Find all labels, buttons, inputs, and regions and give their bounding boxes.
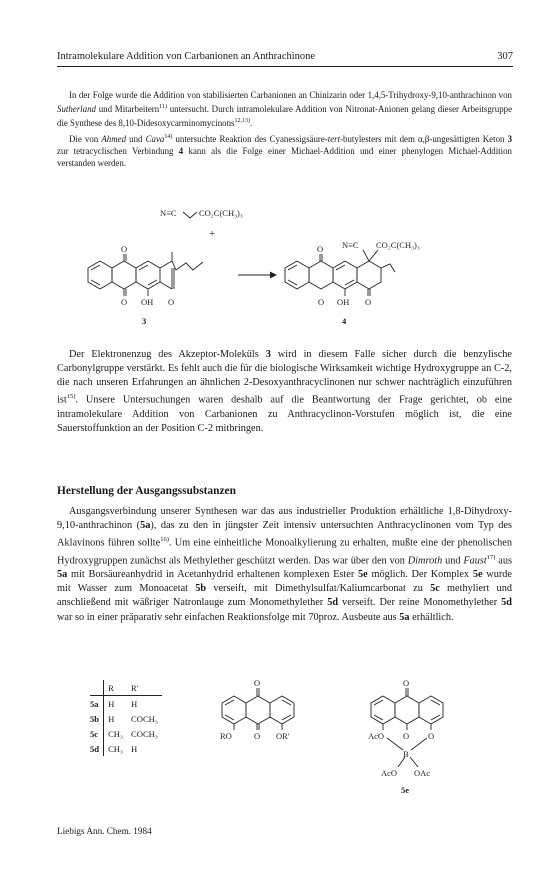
journal-footer: Liebigs Ann. Chem. 1984: [57, 826, 152, 836]
compound4-oh: OH: [337, 297, 350, 307]
compound-4-label: 4: [342, 316, 347, 326]
struct5-o-top: O: [254, 678, 261, 688]
structure-5-general: [222, 688, 294, 730]
section-heading: Herstellung der Ausgangssubstanzen: [57, 485, 236, 497]
struct5-o-mid: O: [254, 731, 261, 741]
running-title: Intramolekulare Addition von Carbanionen an Anthrachinone: [57, 51, 316, 62]
table-row: 5b H COCH₃: [90, 711, 162, 726]
compound-3-label: 3: [142, 316, 147, 326]
struct5e-oac: OAc: [414, 768, 431, 778]
compound4-nitrile: N≡C: [342, 240, 359, 250]
compound3-o-top: O: [121, 244, 128, 254]
reaction-scheme: [0, 200, 557, 330]
compound4-ester: CO₂C(CH₃)₃: [376, 240, 420, 250]
compound-4-structure: [285, 250, 395, 296]
table-row: 5c CH₃ COCH₃: [90, 726, 162, 741]
running-header: [57, 50, 513, 67]
struct5e-aco-left: AcO: [368, 731, 385, 741]
table-row: 5a H H: [90, 696, 162, 712]
intro-paragraphs: [57, 89, 512, 169]
discussion-paragraph: Der Elektronenzug des Akzeptor-Moleküls 3 wird in diesem Falle sicher durch die benzylische Carbonylgruppe verstärkt. Es fehlt auch die für die biologische Wirksamkeit wichtige Hydroxygruppe an C-2, die nach unseren Erfahrungen an ähnlichen 2-Desoxyanthracyclinonen nur schwer nachträglich einzuführen ist$^{15)}$. Unsere Untersuchungen waren deshalb auf die Beantwortung der Frage gerichtet, ob eine intramolekulare Addition von Carbanionen zu Anthracyclinon-Vorstufen möglich ist, die eine Sauerstoffunktion an der Position C-2 mitbringen.: [57, 349, 512, 434]
compound4-o-top: O: [317, 244, 324, 254]
table-row: 5d CH₃ H: [90, 741, 162, 756]
struct5e-o-1: O: [403, 731, 410, 741]
compound3-o-keto: O: [168, 297, 175, 307]
compound4-o-bottom: O: [318, 297, 325, 307]
page-number: 307: [497, 51, 513, 62]
struct5e-o-top: O: [403, 678, 410, 688]
reagent-ester-label: CO₂C(CH₃)₃: [199, 208, 243, 218]
struct5e-aco-bottom: AcO: [381, 768, 398, 778]
synthesis-paragraph: Ausgangsverbindung unserer Synthesen war das aus industrieller Produktion erhältliche 1,8-Dihydroxy-9,10-anthrachinon (5a), das zu den in jüngster Zeit intensiv untersuchten Anthracyclinonen vom Typ des Aklavinons führen sollte$^{16)}$. Um eine einheitliche Monoalkylierung zu erhalten, mußte eine der phenolischen Hydroxygruppen zunächst als Methylether geschützt werden. Das war über den von Dimroth und Faust$^{17)}$ aus 5a mit Borsäureanhydrid in Acetanhydrid erhaltenen komplexen Ester 5e möglich. Der Komplex 5e wurde mit Wasser zum Monoacetat 5b verseift, mit Dimethylsulfat/Kaliumcarbonat zu 5c methyliert und anschließend mit wäßriger Natronlauge zum Monomethylether 5d verseift. Der reine Monomethylether 5d war so in einer präparativ sehr einfachen Reaktionsfolge mit 70proz. Ausbeute aus 5a erhältlich.: [57, 506, 513, 623]
compound3-o-bottom: O: [121, 297, 128, 307]
struct5-or: OR′: [276, 731, 290, 741]
structures-5: [0, 675, 557, 815]
paragraph-ahmed-cava: Die von Ahmed und Cava$^{14)}$ untersuchte Reaktion des Cyanessigsäure-tert-butylesters mit dem α,β-ungesättigten Keton 3 zur tetracyclischen Verbindung 4 kann als die Folge einer Michael-Addition und einer phenylogen Michael-Addition verstanden werden.: [57, 133, 513, 168]
compound4-o-keto: O: [365, 297, 372, 307]
struct5e-boron: B: [403, 749, 409, 759]
paragraph-sutherland: In der Folge wurde die Addition von stabilisierten Carbanionen an Chinizarin oder 1,4,5-Trihydroxy-9,10-anthrachinon von Sutherland und Mitarbeitern$^{11)}$ untersucht. Durch intramolekulare Addition von Nitronat-Anionen gelang dieser Arbeitsgruppe die Synthese des 8,10-Didesoxycarminomycinons$^{12,13)}$.: [57, 90, 513, 128]
struct5e-o-2: O: [428, 731, 435, 741]
table-header-row: R R′: [90, 680, 162, 696]
struct5-ro: RO: [220, 731, 232, 741]
reagent-chain: [183, 212, 197, 218]
plus-sign: +: [209, 228, 216, 240]
compound-3-structure: [88, 252, 203, 296]
compound3-oh: OH: [141, 297, 154, 307]
reagent-nitrile-label: N≡C: [160, 208, 177, 218]
compound-5e-label: 5e: [401, 785, 410, 795]
